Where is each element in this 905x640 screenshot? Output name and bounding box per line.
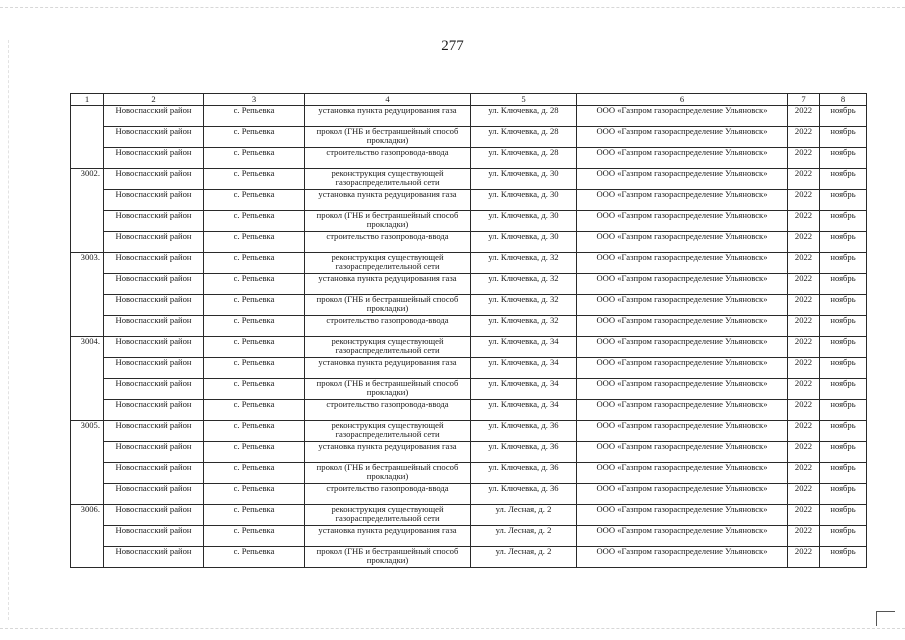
organization-cell: ООО «Газпром газораспределение Ульяновск» [577,547,788,568]
work-type-cell: установка пункта редуцирования газа [305,526,471,547]
settlement-cell: с. Репьевка [204,232,305,253]
address-cell: ул. Лесная, д. 2 [471,505,577,526]
settlement-cell: с. Репьевка [204,253,305,274]
address-cell: ул. Ключевка, д. 34 [471,379,577,400]
district-cell: Новоспасский район [104,190,204,211]
table-row [71,526,867,547]
organization-cell: ООО «Газпром газораспределение Ульяновск» [577,379,788,400]
month-cell: ноябрь [820,190,867,211]
district-cell: Новоспасский район [104,526,204,547]
settlement-cell: с. Репьевка [204,295,305,316]
district-cell: Новоспасский район [104,547,204,568]
settlement-cell: с. Репьевка [204,274,305,295]
address-cell: ул. Ключевка, д. 32 [471,253,577,274]
month-cell: ноябрь [820,169,867,190]
table-row [71,400,867,421]
address-cell: ул. Ключевка, д. 36 [471,484,577,505]
month-cell: ноябрь [820,421,867,442]
column-header: 1 [71,94,104,106]
organization-cell: ООО «Газпром газораспределение Ульяновск» [577,211,788,232]
month-cell: ноябрь [820,379,867,400]
organization-cell: ООО «Газпром газораспределение Ульяновск» [577,463,788,484]
year-cell: 2022 [788,253,820,274]
settlement-cell: с. Репьевка [204,442,305,463]
address-cell: ул. Ключевка, д. 30 [471,232,577,253]
work-type-cell: установка пункта редуцирования газа [305,274,471,295]
organization-cell: ООО «Газпром газораспределение Ульяновск» [577,232,788,253]
work-type-cell: установка пункта редуцирования газа [305,190,471,211]
table-row [71,442,867,463]
year-cell: 2022 [788,190,820,211]
district-cell: Новоспасский район [104,106,204,127]
organization-cell: ООО «Газпром газораспределение Ульяновск» [577,400,788,421]
organization-cell: ООО «Газпром газораспределение Ульяновск» [577,442,788,463]
year-cell: 2022 [788,106,820,127]
table-row [71,190,867,211]
column-number-row [71,94,867,106]
work-type-cell: реконструкция существующей газораспределительной сети [305,421,471,442]
district-cell: Новоспасский район [104,316,204,337]
work-type-cell: установка пункта редуцирования газа [305,442,471,463]
organization-cell: ООО «Газпром газораспределение Ульяновск» [577,169,788,190]
work-type-cell: строительство газопровода-ввода [305,400,471,421]
month-cell: ноябрь [820,463,867,484]
table-row [71,106,867,127]
district-cell: Новоспасский район [104,484,204,505]
work-type-cell: строительство газопровода-ввода [305,232,471,253]
entry-number-cell: 3004. [71,337,104,421]
year-cell: 2022 [788,148,820,169]
table-row [71,358,867,379]
month-cell: ноябрь [820,295,867,316]
district-cell: Новоспасский район [104,148,204,169]
organization-cell: ООО «Газпром газораспределение Ульяновск» [577,484,788,505]
address-cell: ул. Ключевка, д. 30 [471,190,577,211]
organization-cell: ООО «Газпром газораспределение Ульяновск» [577,190,788,211]
year-cell: 2022 [788,484,820,505]
address-cell: ул. Ключевка, д. 32 [471,274,577,295]
settlement-cell: с. Репьевка [204,400,305,421]
year-cell: 2022 [788,316,820,337]
settlement-cell: с. Репьевка [204,148,305,169]
address-cell: ул. Ключевка, д. 28 [471,148,577,169]
entry-number-cell: 3005. [71,421,104,505]
month-cell: ноябрь [820,484,867,505]
address-cell: ул. Лесная, д. 2 [471,526,577,547]
settlement-cell: с. Репьевка [204,337,305,358]
year-cell: 2022 [788,463,820,484]
month-cell: ноябрь [820,400,867,421]
settlement-cell: с. Репьевка [204,526,305,547]
table-row [71,547,867,568]
work-type-cell: прокол (ГНБ и бестраншейный способ прокладки) [305,463,471,484]
month-cell: ноябрь [820,106,867,127]
work-type-cell: реконструкция существующей газораспределительной сети [305,253,471,274]
work-type-cell: строительство газопровода-ввода [305,484,471,505]
work-type-cell: прокол (ГНБ и бестраншейный способ прокладки) [305,379,471,400]
settlement-cell: с. Репьевка [204,358,305,379]
month-cell: ноябрь [820,547,867,568]
settlement-cell: с. Репьевка [204,421,305,442]
year-cell: 2022 [788,337,820,358]
district-cell: Новоспасский район [104,253,204,274]
work-type-cell: прокол (ГНБ и бестраншейный способ прокладки) [305,211,471,232]
table-row [71,484,867,505]
table-row [71,316,867,337]
address-cell: ул. Ключевка, д. 34 [471,400,577,421]
district-cell: Новоспасский район [104,211,204,232]
entry-number-cell: 3003. [71,253,104,337]
year-cell: 2022 [788,526,820,547]
settlement-cell: с. Репьевка [204,211,305,232]
table-row [71,463,867,484]
address-cell: ул. Ключевка, д. 32 [471,295,577,316]
work-type-cell: строительство газопровода-ввода [305,148,471,169]
work-type-cell: реконструкция существующей газораспределительной сети [305,169,471,190]
address-cell: ул. Ключевка, д. 36 [471,442,577,463]
work-type-cell: реконструкция существующей газораспределительной сети [305,337,471,358]
year-cell: 2022 [788,295,820,316]
district-cell: Новоспасский район [104,505,204,526]
month-cell: ноябрь [820,316,867,337]
column-header: 4 [305,94,471,106]
address-cell: ул. Ключевка, д. 28 [471,106,577,127]
district-cell: Новоспасский район [104,274,204,295]
work-type-cell: прокол (ГНБ и бестраншейный способ прокладки) [305,127,471,148]
district-cell: Новоспасский район [104,295,204,316]
month-cell: ноябрь [820,127,867,148]
address-cell: ул. Ключевка, д. 34 [471,337,577,358]
works-schedule-table [70,93,867,568]
work-type-cell: реконструкция существующей газораспределительной сети [305,505,471,526]
year-cell: 2022 [788,358,820,379]
district-cell: Новоспасский район [104,358,204,379]
district-cell: Новоспасский район [104,400,204,421]
settlement-cell: с. Репьевка [204,379,305,400]
work-type-cell: прокол (ГНБ и бестраншейный способ прокладки) [305,547,471,568]
settlement-cell: с. Репьевка [204,463,305,484]
district-cell: Новоспасский район [104,463,204,484]
district-cell: Новоспасский район [104,379,204,400]
entry-number-cell [71,106,104,169]
column-header: 2 [104,94,204,106]
settlement-cell: с. Репьевка [204,316,305,337]
organization-cell: ООО «Газпром газораспределение Ульяновск» [577,274,788,295]
district-cell: Новоспасский район [104,337,204,358]
district-cell: Новоспасский район [104,169,204,190]
table-row [71,211,867,232]
year-cell: 2022 [788,505,820,526]
organization-cell: ООО «Газпром газораспределение Ульяновск» [577,337,788,358]
scan-edge-left [8,40,10,620]
work-type-cell: установка пункта редуцирования газа [305,106,471,127]
year-cell: 2022 [788,379,820,400]
address-cell: ул. Ключевка, д. 36 [471,463,577,484]
month-cell: ноябрь [820,442,867,463]
settlement-cell: с. Репьевка [204,127,305,148]
month-cell: ноябрь [820,505,867,526]
year-cell: 2022 [788,442,820,463]
table-row [71,169,867,190]
organization-cell: ООО «Газпром газораспределение Ульяновск» [577,316,788,337]
entry-number-cell: 3002. [71,169,104,253]
column-header: 3 [204,94,305,106]
district-cell: Новоспасский район [104,127,204,148]
year-cell: 2022 [788,232,820,253]
settlement-cell: с. Репьевка [204,169,305,190]
month-cell: ноябрь [820,274,867,295]
organization-cell: ООО «Газпром газораспределение Ульяновск» [577,106,788,127]
table-row [71,505,867,526]
year-cell: 2022 [788,274,820,295]
scan-edge-bottom [0,628,905,630]
address-cell: ул. Ключевка, д. 30 [471,211,577,232]
month-cell: ноябрь [820,148,867,169]
month-cell: ноябрь [820,358,867,379]
column-header: 5 [471,94,577,106]
district-cell: Новоспасский район [104,421,204,442]
organization-cell: ООО «Газпром газораспределение Ульяновск» [577,127,788,148]
month-cell: ноябрь [820,211,867,232]
organization-cell: ООО «Газпром газораспределение Ульяновск» [577,526,788,547]
address-cell: ул. Ключевка, д. 28 [471,127,577,148]
settlement-cell: с. Репьевка [204,484,305,505]
table-row [71,232,867,253]
work-type-cell: строительство газопровода-ввода [305,316,471,337]
organization-cell: ООО «Газпром газораспределение Ульяновск» [577,505,788,526]
year-cell: 2022 [788,400,820,421]
column-header: 7 [788,94,820,106]
table-row [71,379,867,400]
address-cell: ул. Лесная, д. 2 [471,547,577,568]
entry-number-cell: 3006. [71,505,104,568]
month-cell: ноябрь [820,232,867,253]
table-row [71,274,867,295]
year-cell: 2022 [788,211,820,232]
district-cell: Новоспасский район [104,442,204,463]
settlement-cell: с. Репьевка [204,505,305,526]
settlement-cell: с. Репьевка [204,547,305,568]
settlement-cell: с. Репьевка [204,190,305,211]
year-cell: 2022 [788,127,820,148]
address-cell: ул. Ключевка, д. 32 [471,316,577,337]
work-type-cell: установка пункта редуцирования газа [305,358,471,379]
district-cell: Новоспасский район [104,232,204,253]
year-cell: 2022 [788,421,820,442]
address-cell: ул. Ключевка, д. 36 [471,421,577,442]
page-number: 277 [441,38,464,54]
table-body [71,106,867,568]
organization-cell: ООО «Газпром газораспределение Ульяновск» [577,295,788,316]
table-row [71,337,867,358]
table-row [71,148,867,169]
month-cell: ноябрь [820,337,867,358]
scan-edge-top [0,7,905,9]
table-row [71,253,867,274]
organization-cell: ООО «Газпром газораспределение Ульяновск» [577,148,788,169]
column-header: 8 [820,94,867,106]
organization-cell: ООО «Газпром газораспределение Ульяновск» [577,358,788,379]
crop-mark [876,611,895,626]
month-cell: ноябрь [820,526,867,547]
work-type-cell: прокол (ГНБ и бестраншейный способ прокладки) [305,295,471,316]
settlement-cell: с. Репьевка [204,106,305,127]
table-row [71,421,867,442]
table-row [71,295,867,316]
year-cell: 2022 [788,547,820,568]
table-row [71,127,867,148]
year-cell: 2022 [788,169,820,190]
organization-cell: ООО «Газпром газораспределение Ульяновск» [577,421,788,442]
column-header: 6 [577,94,788,106]
month-cell: ноябрь [820,253,867,274]
address-cell: ул. Ключевка, д. 30 [471,169,577,190]
address-cell: ул. Ключевка, д. 34 [471,358,577,379]
organization-cell: ООО «Газпром газораспределение Ульяновск» [577,253,788,274]
